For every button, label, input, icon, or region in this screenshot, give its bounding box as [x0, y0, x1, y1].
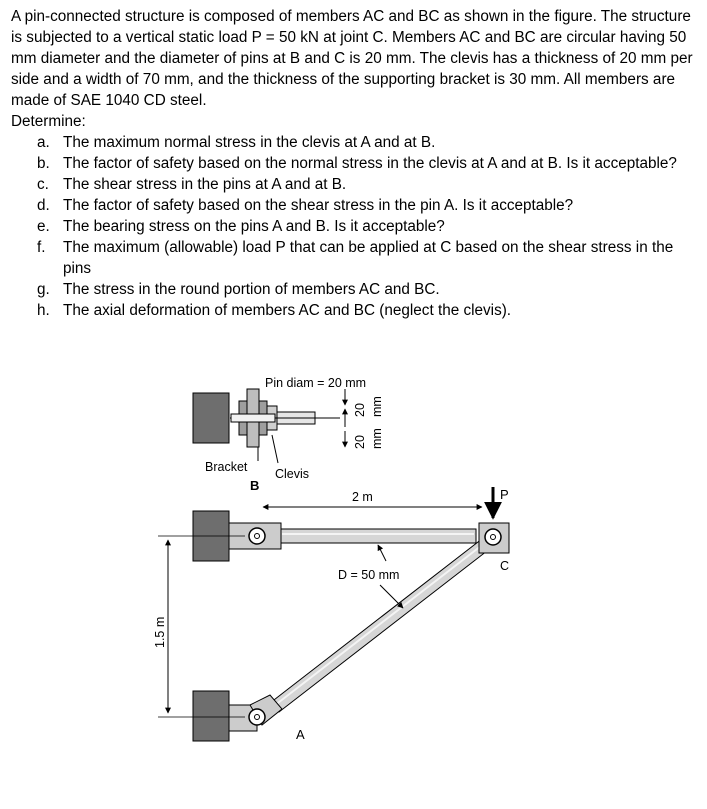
list-item-text: The stress in the round portion of members AC and BC.: [63, 281, 440, 298]
list-item: [11, 132, 701, 153]
pin-c-center: [491, 535, 496, 540]
list-marker: c.: [37, 176, 49, 193]
diameter-label: D = 50 mm: [338, 568, 400, 582]
list-item-text: The factor of safety based on the normal stress in the clevis at A and at B. Is it acceptable?: [63, 155, 677, 172]
support-a: [193, 691, 229, 741]
label-b: B: [250, 478, 260, 493]
list-marker: d.: [37, 197, 50, 214]
list-item: [11, 216, 701, 237]
load-p-label: P: [500, 487, 509, 502]
list-item: [11, 153, 701, 174]
list-marker: h.: [37, 302, 50, 319]
pin-a-center: [255, 715, 260, 720]
bracket-block: [193, 393, 229, 443]
dim-mm-upper: mm: [370, 396, 384, 417]
list-marker: e.: [37, 218, 50, 235]
bracket-label: Bracket: [205, 460, 248, 474]
pin-b-center: [255, 534, 260, 539]
determine-heading: Determine:: [11, 113, 86, 130]
label-c: C: [500, 559, 510, 573]
list-item: [11, 237, 701, 279]
list-item-text: The maximum normal stress in the clevis at A and at B.: [63, 134, 436, 151]
member-ac-highlight: [274, 539, 490, 706]
problem-intro: A pin-connected structure is composed of members AC and BC as shown in the figure. The structure is subjected to a vertical static load P = 50 kN at joint C. Members AC and BC are circular having 50 mm diameter and the diameter of pins at B and C is 20 mm. The clevis has a thickness of 20 mm per side and a width of 70 mm, and the thickness of the supporting bracket is 30 mm. All members are made of SAE 1040 CD steel.: [11, 8, 693, 109]
list-marker: g.: [37, 281, 50, 298]
list-item-text: The shear stress in the pins at A and at B.: [63, 176, 347, 193]
list-item: [11, 279, 701, 300]
dim-20-upper: 20: [353, 403, 367, 417]
list-item-text: The factor of safety based on the shear stress in the pin A. Is it acceptable?: [63, 197, 574, 214]
diameter-leader-bottom: [380, 585, 403, 608]
diameter-leader-top: [378, 545, 386, 561]
list-marker: f.: [37, 239, 46, 256]
clevis-leader: [272, 435, 278, 463]
problem-statement: [11, 6, 701, 321]
task-list: [11, 132, 701, 321]
dim-2m-label: 2 m: [352, 490, 373, 504]
list-item-text: The maximum (allowable) load P that can be applied at C based on the shear stress in the pins: [63, 239, 674, 277]
clevis-detail: [193, 376, 384, 481]
dim-mm-lower: mm: [370, 428, 384, 449]
list-item-text: The bearing stress on the pins A and B. Is it acceptable?: [63, 218, 445, 235]
list-marker: a.: [37, 134, 50, 151]
member-bc: [280, 529, 476, 543]
pin-diam-label: Pin diam = 20 mm: [265, 376, 367, 390]
list-marker: b.: [37, 155, 50, 172]
label-a: A: [296, 727, 305, 742]
clevis-label: Clevis: [275, 467, 310, 481]
list-item: [11, 174, 701, 195]
list-item: [11, 195, 701, 216]
dim-1-5m-label: 1.5 m: [153, 616, 167, 648]
structure-figure: [0, 365, 707, 805]
list-item-text: The axial deformation of members AC and BC (neglect the clevis).: [63, 302, 512, 319]
list-item: [11, 300, 701, 321]
main-structure: [153, 478, 509, 742]
dim-20-lower: 20: [353, 435, 367, 449]
detail-pin: [231, 414, 275, 422]
